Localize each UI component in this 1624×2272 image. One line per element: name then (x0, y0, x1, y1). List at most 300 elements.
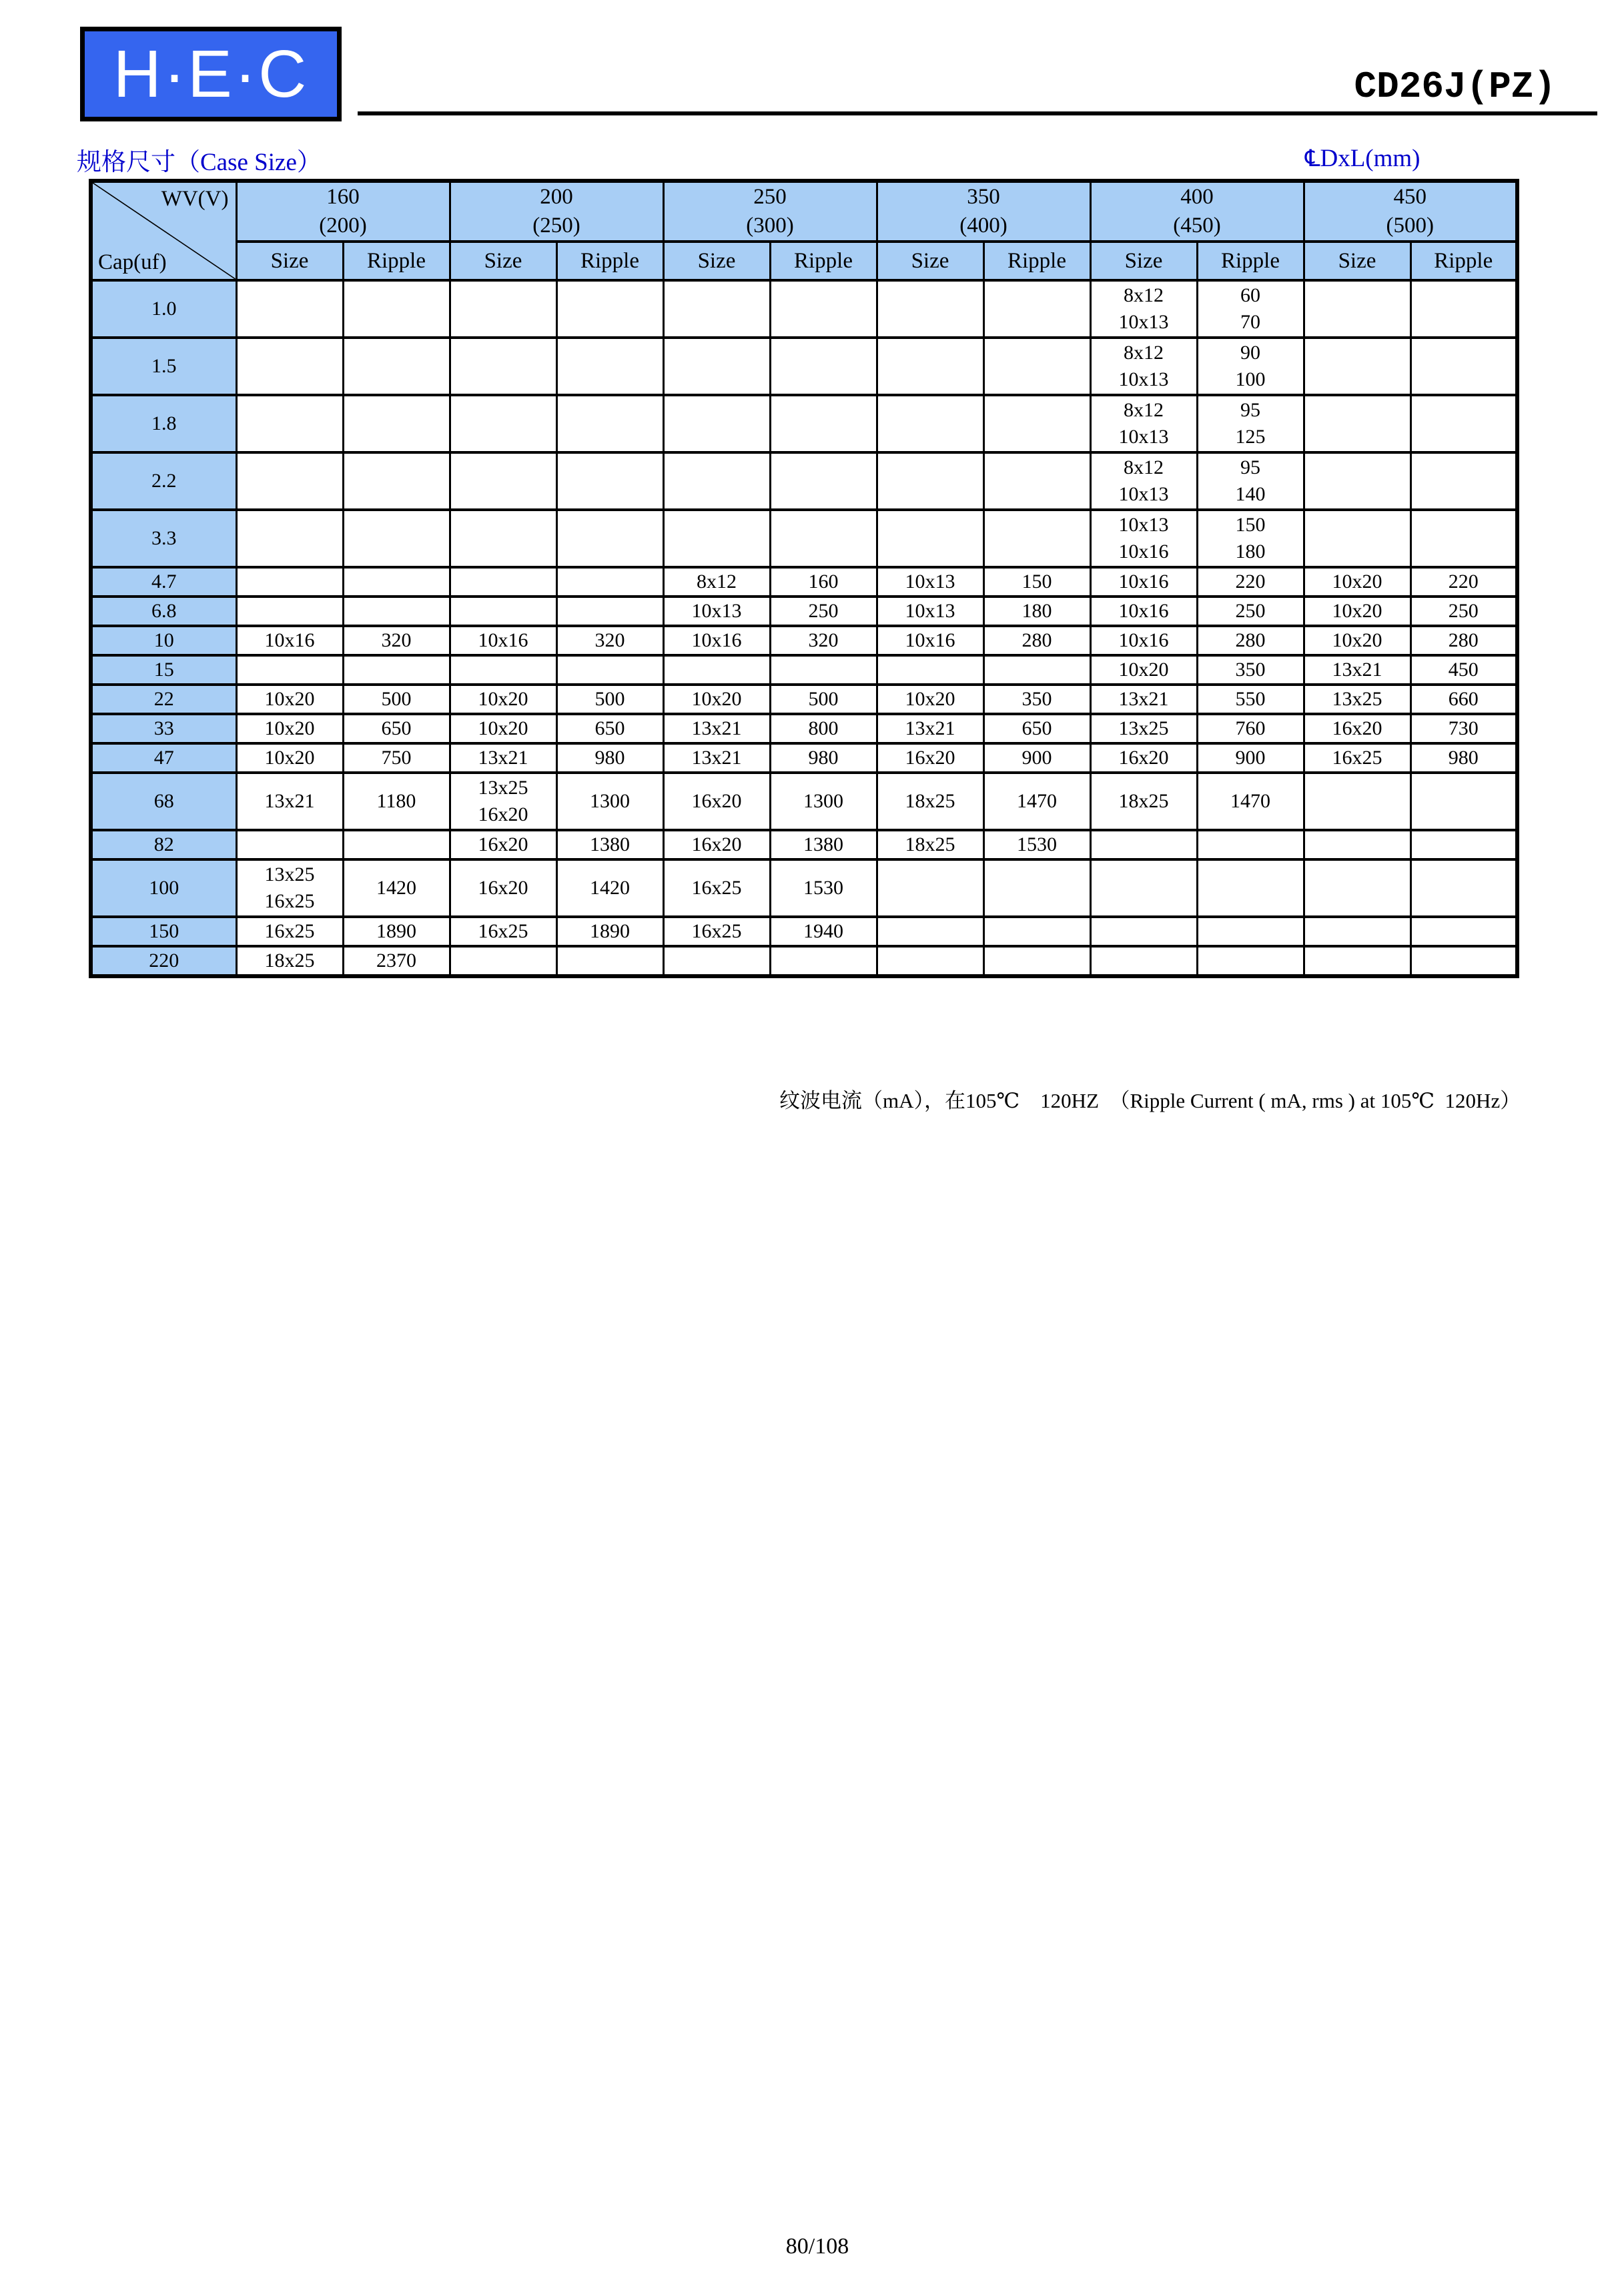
ripple-cell-1.8-160v (343, 395, 450, 452)
size-cell-10-400v (1090, 626, 1197, 655)
size-cell-33-350v (877, 714, 983, 743)
size-line: 8x12 (1124, 284, 1164, 306)
size-cell-2.2-160v (236, 452, 343, 510)
ripple-cell-33-160v (343, 714, 450, 743)
ripple-cell-47-400v (1197, 743, 1304, 773)
ripple-cell-1.0-160v (343, 280, 450, 338)
size-line: 8x12 (1124, 342, 1164, 364)
size-cell-150-450v (1304, 917, 1410, 946)
size-line: 10x13 (1118, 311, 1169, 333)
size-cell-1.8-250v (663, 395, 770, 452)
size-cell-6.8-450v (1304, 597, 1410, 626)
size-cell-10-200v (450, 626, 556, 655)
size-line: 8x12 (1124, 456, 1164, 478)
size-line: 13x21 (691, 747, 742, 769)
size-line: 13x25 (478, 777, 528, 799)
ripple-line: 180 (1235, 540, 1266, 562)
ripple-cell-1.5-160v (343, 338, 450, 395)
ripple-line: 980 (594, 747, 625, 769)
size-cell-1.5-200v (450, 338, 556, 395)
size-line: 10x20 (1118, 659, 1169, 681)
ripple-cell-22-250v (770, 685, 877, 714)
ripple-line: 650 (381, 717, 412, 739)
cap-value-10: 10 (91, 626, 236, 655)
size-cell-22-400v (1090, 685, 1197, 714)
size-line: 10x16 (264, 629, 315, 651)
voltage-header-160 (236, 181, 450, 242)
size-cell-3.3-400v (1090, 510, 1197, 567)
size-line: 16x25 (264, 890, 315, 912)
voltage-value: 250 (753, 185, 787, 209)
cap-value-220: 220 (91, 946, 236, 976)
ripple-cell-150-450v (1410, 917, 1517, 946)
size-cell-47-450v (1304, 743, 1410, 773)
table-row-cap-3.3 (91, 510, 1517, 567)
ripple-line: 1470 (1017, 790, 1057, 812)
ripple-cell-2.2-250v (770, 452, 877, 510)
table-row-cap-22 (91, 685, 1517, 714)
size-cell-47-350v (877, 743, 983, 773)
size-cell-33-250v (663, 714, 770, 743)
size-cell-15-400v (1090, 655, 1197, 685)
ripple-cell-10-200v (556, 626, 663, 655)
size-line: 10x16 (905, 629, 955, 651)
ripple-line: 140 (1235, 483, 1266, 505)
ripple-line: 320 (594, 629, 625, 651)
section-title: 规格尺寸（Case Size） (77, 149, 322, 176)
size-cell-150-160v (236, 917, 343, 946)
size-cell-22-160v (236, 685, 343, 714)
ripple-cell-15-200v (556, 655, 663, 685)
size-cell-150-200v (450, 917, 556, 946)
ripple-cell-6.8-250v (770, 597, 877, 626)
size-cell-47-250v (663, 743, 770, 773)
size-line: 8x12 (697, 571, 737, 593)
size-line: 10x20 (1332, 600, 1382, 622)
ripple-cell-47-250v (770, 743, 877, 773)
size-line: 10x20 (478, 717, 528, 739)
size-line: 13x21 (264, 790, 315, 812)
size-cell-3.3-200v (450, 510, 556, 567)
size-line: 10x16 (1118, 571, 1169, 593)
ripple-cell-3.3-350v (983, 510, 1090, 567)
ripple-line: 980 (1448, 747, 1479, 769)
ripple-line: 100 (1235, 368, 1266, 390)
size-cell-220-200v (450, 946, 556, 976)
size-cell-1.0-400v (1090, 280, 1197, 338)
size-cell-82-160v (236, 830, 343, 859)
size-line: 16x25 (264, 920, 315, 942)
ripple-cell-68-450v (1410, 773, 1517, 830)
cap-value-1.0: 1.0 (91, 280, 236, 338)
ripple-line: 160 (808, 571, 839, 593)
ripple-cell-82-400v (1197, 830, 1304, 859)
cap-value-2.2: 2.2 (91, 452, 236, 510)
ripple-cell-1.5-200v (556, 338, 663, 395)
ripple-cell-82-250v (770, 830, 877, 859)
ripple-line: 320 (381, 629, 412, 651)
size-line: 10x13 (1118, 426, 1169, 448)
ripple-line: 350 (1022, 688, 1052, 710)
size-line: 13x21 (1332, 659, 1382, 681)
ripple-cell-82-160v (343, 830, 450, 859)
ripple-cell-6.8-450v (1410, 597, 1517, 626)
voltage-header-250 (663, 181, 877, 242)
size-cell-1.5-250v (663, 338, 770, 395)
ripple-line: 800 (808, 717, 839, 739)
size-cell-82-200v (450, 830, 556, 859)
size-cell-6.8-350v (877, 597, 983, 626)
voltage-value: 160 (326, 185, 360, 209)
size-cell-6.8-200v (450, 597, 556, 626)
table-row-cap-68 (91, 773, 1517, 830)
ripple-cell-10-350v (983, 626, 1090, 655)
ripple-cell-47-450v (1410, 743, 1517, 773)
ripple-cell-15-350v (983, 655, 1090, 685)
ripple-cell-4.7-250v (770, 567, 877, 597)
dxl-text: DxL(mm) (1320, 145, 1420, 172)
size-line: 10x13 (905, 571, 955, 593)
size-cell-1.8-160v (236, 395, 343, 452)
size-line: 13x25 (1118, 717, 1169, 739)
ripple-line: 1420 (590, 877, 630, 899)
ripple-cell-220-350v (983, 946, 1090, 976)
subheader-ripple-350: Ripple (983, 242, 1090, 280)
subheader-size-160: Size (236, 242, 343, 280)
size-cell-22-450v (1304, 685, 1410, 714)
size-cell-47-160v (236, 743, 343, 773)
size-line: 13x25 (264, 863, 315, 885)
size-cell-3.3-250v (663, 510, 770, 567)
ripple-cell-68-400v (1197, 773, 1304, 830)
ripple-line: 95 (1240, 456, 1260, 478)
size-cell-100-450v (1304, 859, 1410, 917)
size-line: 10x20 (905, 688, 955, 710)
cap-value-150: 150 (91, 917, 236, 946)
page-number: 80/108 (785, 2234, 849, 2259)
table-row-cap-1.5 (91, 338, 1517, 395)
ripple-line: 60 (1240, 284, 1260, 306)
size-line: 16x25 (691, 877, 742, 899)
size-cell-15-160v (236, 655, 343, 685)
size-cell-68-350v (877, 773, 983, 830)
table-row-cap-15 (91, 655, 1517, 685)
ripple-line: 250 (1235, 600, 1266, 622)
ripple-cell-2.2-350v (983, 452, 1090, 510)
size-cell-1.0-350v (877, 280, 983, 338)
subheader-ripple-200: Ripple (556, 242, 663, 280)
ripple-cell-220-160v (343, 946, 450, 976)
ripple-line: 1890 (376, 920, 416, 942)
size-cell-68-450v (1304, 773, 1410, 830)
corner-cap-label: Cap(uf) (98, 250, 167, 274)
size-line: 16x20 (691, 790, 742, 812)
size-cell-220-450v (1304, 946, 1410, 976)
dimension-unit-label (1305, 144, 1420, 173)
size-line: 16x20 (478, 833, 528, 855)
table-row-cap-10 (91, 626, 1517, 655)
size-cell-22-200v (450, 685, 556, 714)
ripple-cell-220-400v (1197, 946, 1304, 976)
size-cell-3.3-350v (877, 510, 983, 567)
table-row-cap-150 (91, 917, 1517, 946)
size-line: 18x25 (905, 790, 955, 812)
size-cell-1.8-200v (450, 395, 556, 452)
size-cell-10-450v (1304, 626, 1410, 655)
size-line: 10x20 (264, 717, 315, 739)
ripple-cell-15-250v (770, 655, 877, 685)
size-cell-4.7-250v (663, 567, 770, 597)
ripple-cell-33-200v (556, 714, 663, 743)
size-cell-1.8-400v (1090, 395, 1197, 452)
size-line: 10x13 (1118, 368, 1169, 390)
cap-value-100: 100 (91, 859, 236, 917)
size-cell-220-250v (663, 946, 770, 976)
size-cell-220-400v (1090, 946, 1197, 976)
ripple-cell-33-250v (770, 714, 877, 743)
ripple-cell-100-350v (983, 859, 1090, 917)
size-cell-82-250v (663, 830, 770, 859)
size-cell-4.7-160v (236, 567, 343, 597)
surge-voltage-value: (200) (319, 214, 367, 238)
ripple-cell-1.8-450v (1410, 395, 1517, 452)
ripple-cell-2.2-450v (1410, 452, 1517, 510)
cap-value-3.3: 3.3 (91, 510, 236, 567)
ripple-line: 70 (1240, 311, 1260, 333)
ripple-cell-220-200v (556, 946, 663, 976)
ripple-line: 660 (1448, 688, 1479, 710)
ripple-cell-2.2-200v (556, 452, 663, 510)
ripple-cell-33-450v (1410, 714, 1517, 743)
ripple-cell-22-400v (1197, 685, 1304, 714)
size-line: 16x20 (691, 833, 742, 855)
table-row-cap-100 (91, 859, 1517, 917)
size-line: 10x20 (1332, 571, 1382, 593)
cap-value-4.7: 4.7 (91, 567, 236, 597)
ripple-cell-3.3-160v (343, 510, 450, 567)
hec-logo (80, 27, 342, 121)
subheader-size-200: Size (450, 242, 556, 280)
ripple-cell-47-200v (556, 743, 663, 773)
size-cell-68-160v (236, 773, 343, 830)
size-cell-47-200v (450, 743, 556, 773)
size-cell-3.3-450v (1304, 510, 1410, 567)
ripple-cell-4.7-200v (556, 567, 663, 597)
ripple-line: 280 (1235, 629, 1266, 651)
size-line: 18x25 (905, 833, 955, 855)
table-row-cap-47 (91, 743, 1517, 773)
ripple-cell-22-200v (556, 685, 663, 714)
cap-value-33: 33 (91, 714, 236, 743)
ripple-cell-100-200v (556, 859, 663, 917)
ripple-cell-150-250v (770, 917, 877, 946)
size-cell-2.2-200v (450, 452, 556, 510)
ripple-cell-10-250v (770, 626, 877, 655)
size-cell-100-160v (236, 859, 343, 917)
table-row-cap-1.8 (91, 395, 1517, 452)
ripple-line: 2370 (376, 950, 416, 972)
ripple-cell-4.7-450v (1410, 567, 1517, 597)
ripple-cell-1.0-450v (1410, 280, 1517, 338)
size-cell-33-200v (450, 714, 556, 743)
cap-value-1.8: 1.8 (91, 395, 236, 452)
size-line: 10x20 (264, 688, 315, 710)
ripple-cell-10-400v (1197, 626, 1304, 655)
ripple-cell-3.3-250v (770, 510, 877, 567)
ripple-cell-1.0-250v (770, 280, 877, 338)
surge-voltage-value: (250) (532, 214, 580, 238)
ripple-line: 550 (1235, 688, 1266, 710)
size-line: 10x16 (1118, 540, 1169, 562)
ripple-cell-6.8-160v (343, 597, 450, 626)
ripple-cell-22-450v (1410, 685, 1517, 714)
size-cell-2.2-450v (1304, 452, 1410, 510)
size-cell-150-250v (663, 917, 770, 946)
ripple-line: 1530 (803, 877, 843, 899)
ripple-line: 320 (808, 629, 839, 651)
ripple-cell-1.8-250v (770, 395, 877, 452)
size-cell-33-400v (1090, 714, 1197, 743)
size-cell-15-200v (450, 655, 556, 685)
ripple-cell-1.0-200v (556, 280, 663, 338)
ripple-cell-3.3-400v (1197, 510, 1304, 567)
size-cell-1.0-250v (663, 280, 770, 338)
size-cell-68-250v (663, 773, 770, 830)
ripple-line: 650 (1022, 717, 1052, 739)
size-cell-68-200v (450, 773, 556, 830)
cap-value-15: 15 (91, 655, 236, 685)
size-cell-82-350v (877, 830, 983, 859)
size-line: 10x20 (264, 747, 315, 769)
ripple-cell-6.8-200v (556, 597, 663, 626)
size-cell-33-160v (236, 714, 343, 743)
size-line: 10x16 (478, 629, 528, 651)
voltage-value: 200 (540, 185, 573, 209)
ripple-line: 1470 (1230, 790, 1270, 812)
voltage-value: 400 (1180, 185, 1214, 209)
size-cell-4.7-400v (1090, 567, 1197, 597)
ripple-cell-68-200v (556, 773, 663, 830)
ripple-line: 760 (1235, 717, 1266, 739)
ripple-cell-6.8-400v (1197, 597, 1304, 626)
size-cell-22-250v (663, 685, 770, 714)
ripple-line: 1300 (590, 790, 630, 812)
ripple-cell-33-350v (983, 714, 1090, 743)
ripple-cell-82-350v (983, 830, 1090, 859)
ripple-line: 500 (381, 688, 412, 710)
ripple-cell-1.8-200v (556, 395, 663, 452)
ripple-line: 250 (1448, 600, 1479, 622)
size-cell-10-350v (877, 626, 983, 655)
ripple-line: 150 (1022, 571, 1052, 593)
size-cell-150-400v (1090, 917, 1197, 946)
size-cell-100-350v (877, 859, 983, 917)
ripple-cell-150-200v (556, 917, 663, 946)
case-size-table (89, 179, 1519, 978)
size-line: 10x20 (478, 688, 528, 710)
ripple-line: 1940 (803, 920, 843, 942)
size-cell-100-200v (450, 859, 556, 917)
size-line: 13x25 (1332, 688, 1382, 710)
header-divider-line (358, 111, 1597, 115)
ripple-line: 220 (1235, 571, 1266, 593)
ripple-cell-15-160v (343, 655, 450, 685)
subheader-ripple-400: Ripple (1197, 242, 1304, 280)
ripple-current-footnote: 纹波电流（mA），在105℃ 120HZ （Ripple Current ( mA, rms ) at 105℃ 120Hz） (779, 1089, 1521, 1112)
size-line: 13x21 (478, 747, 528, 769)
ripple-line: 220 (1448, 571, 1479, 593)
table-row-cap-6.8 (91, 597, 1517, 626)
ripple-cell-4.7-160v (343, 567, 450, 597)
subheader-size-400: Size (1090, 242, 1197, 280)
size-cell-220-160v (236, 946, 343, 976)
ripple-cell-15-450v (1410, 655, 1517, 685)
ripple-cell-68-160v (343, 773, 450, 830)
size-cell-1.0-200v (450, 280, 556, 338)
size-line: 16x20 (905, 747, 955, 769)
ripple-cell-1.0-350v (983, 280, 1090, 338)
size-cell-47-400v (1090, 743, 1197, 773)
ripple-line: 900 (1235, 747, 1266, 769)
voltage-value: 350 (967, 185, 1000, 209)
ripple-cell-150-160v (343, 917, 450, 946)
size-cell-15-450v (1304, 655, 1410, 685)
ripple-cell-100-450v (1410, 859, 1517, 917)
hec-logo-text: H·E·C (113, 37, 309, 111)
voltage-header-200 (450, 181, 663, 242)
ripple-cell-2.2-400v (1197, 452, 1304, 510)
ripple-line: 250 (808, 600, 839, 622)
size-cell-100-250v (663, 859, 770, 917)
ripple-line: 350 (1235, 659, 1266, 681)
ripple-line: 90 (1240, 342, 1260, 364)
ripple-line: 1420 (376, 877, 416, 899)
centerline-symbol: ℄ (1305, 145, 1320, 172)
size-line: 10x16 (691, 629, 742, 651)
ripple-cell-3.3-450v (1410, 510, 1517, 567)
size-line: 13x21 (1118, 688, 1169, 710)
size-line: 10x13 (905, 600, 955, 622)
size-cell-100-400v (1090, 859, 1197, 917)
cap-value-82: 82 (91, 830, 236, 859)
size-line: 10x20 (1332, 629, 1382, 651)
subheader-size-450: Size (1304, 242, 1410, 280)
size-cell-220-350v (877, 946, 983, 976)
voltage-header-350 (877, 181, 1090, 242)
size-cell-6.8-400v (1090, 597, 1197, 626)
size-cell-1.0-450v (1304, 280, 1410, 338)
table-row-cap-2.2 (91, 452, 1517, 510)
surge-voltage-value: (450) (1173, 214, 1221, 238)
ripple-line: 1380 (803, 833, 843, 855)
size-cell-1.5-450v (1304, 338, 1410, 395)
voltage-value: 450 (1393, 185, 1427, 209)
size-line: 13x21 (905, 717, 955, 739)
size-cell-1.5-400v (1090, 338, 1197, 395)
ripple-cell-1.0-400v (1197, 280, 1304, 338)
size-cell-1.0-160v (236, 280, 343, 338)
ripple-cell-150-350v (983, 917, 1090, 946)
ripple-line: 1890 (590, 920, 630, 942)
subheader-size-250: Size (663, 242, 770, 280)
size-line: 10x16 (1118, 600, 1169, 622)
table-row-cap-220 (91, 946, 1517, 976)
size-cell-2.2-400v (1090, 452, 1197, 510)
ripple-line: 180 (1022, 600, 1052, 622)
ripple-cell-6.8-350v (983, 597, 1090, 626)
ripple-line: 1380 (590, 833, 630, 855)
size-line: 16x20 (478, 877, 528, 899)
